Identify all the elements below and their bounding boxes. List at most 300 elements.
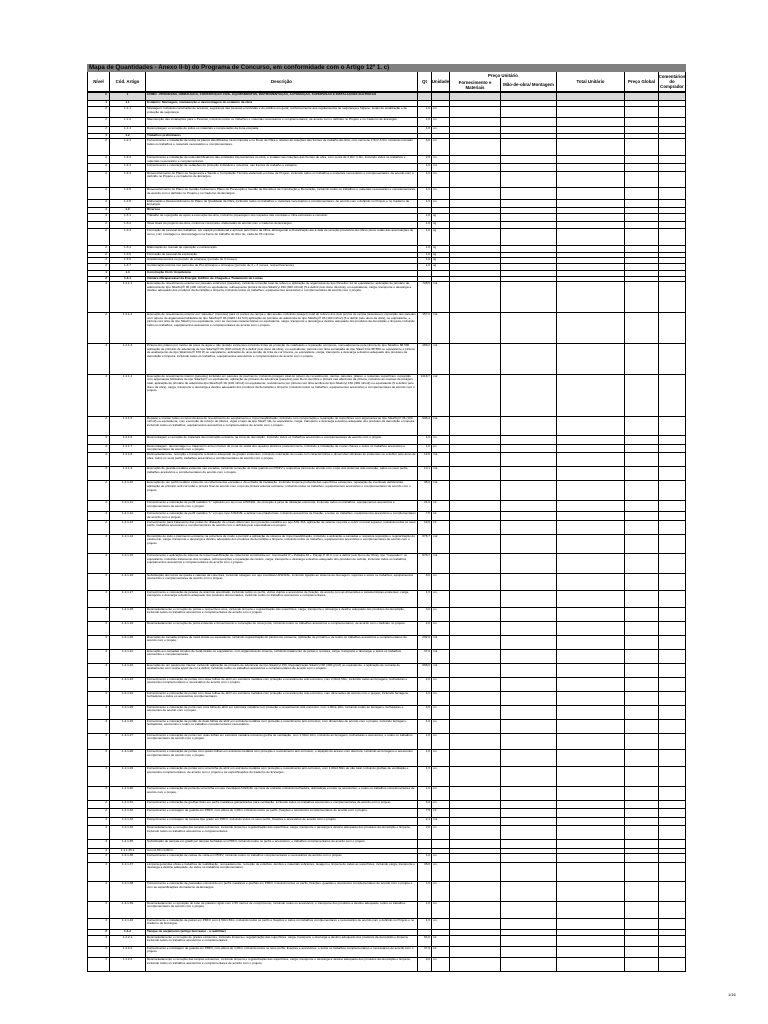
cell-unidade: m2 [431, 535, 449, 555]
cell-mao-de-obra [500, 554, 556, 574]
cell-fornecimento [449, 481, 500, 501]
cell-qt: 12,0 [417, 453, 431, 467]
cell-comentarios [658, 734, 686, 751]
cell-comentarios [658, 767, 686, 787]
cell-descricao: Diversos [145, 208, 417, 214]
cell-preco-global [624, 650, 658, 664]
cell-nivel: 3 [87, 947, 109, 958]
cell-total-unitario [556, 139, 624, 156]
cell-nivel: 2 [87, 188, 109, 199]
cell-unidade: m2 [431, 282, 449, 313]
cell-cod-artigo: 1.4.1.37 [109, 863, 145, 883]
cell-unidade: un [431, 706, 449, 720]
cell-descricao: Fornecimento e colocação de portas com uma folha de abrir em estrutura metálica com proteção e revestimento anti-corrosivo, com 1,00x2,50m de vão total, incluindo grelhas de ventilação e acessórios complementares, de acordo com o projeto e as especificações do Caderno de Encargos. [145, 767, 417, 787]
cell-cod-artigo: 1.3.2 [109, 222, 145, 229]
cell-unidade: un [431, 826, 449, 840]
cell-fornecimento [449, 902, 500, 919]
cell-preco-global [624, 375, 658, 417]
cell-mao-de-obra [500, 863, 556, 883]
cell-unidade: un [431, 127, 449, 134]
cell-cod-artigo: 1.4.1.14 [109, 535, 145, 555]
cell-total-unitario [556, 172, 624, 189]
cell-mao-de-obra [500, 678, 556, 692]
cell-qt: 1,0 [417, 118, 431, 126]
cell-qt: 1,0 [417, 591, 431, 608]
cell-qt: 1,0 [417, 222, 431, 229]
cell-qt: 292,0 [417, 636, 431, 650]
table-bottom-border [87, 971, 686, 972]
cell-descricao: Construção Civil / Arquitetura [145, 271, 417, 277]
cell-nivel: 2 [87, 164, 109, 171]
quantities-sheet [87, 64, 686, 971]
cell-descricao: Tanque de arejamento (antigo biorreator - a reabilitar) [145, 930, 417, 936]
cell-unidade: un [431, 591, 449, 608]
cell-preco-global [624, 313, 658, 344]
cell-comentarios [658, 375, 686, 417]
cell-total-unitario [556, 453, 624, 467]
cell-nivel: 3 [87, 313, 109, 344]
cell-nivel: 3 [87, 512, 109, 520]
header-descricao: Descrição [145, 72, 417, 92]
cell-preco-global [624, 481, 658, 501]
cell-total-unitario [556, 664, 624, 678]
header-preco-global: Preço Global [624, 72, 658, 92]
cell-descricao: Desmantelamento e remoção das tampas existentes, incluindo limpeza e regularização das superfícies, carga, transporte e descarga a destino adequado dos produtos da demolição e limpeza, incluindo todos os trabalhos acessórios e complementares. [145, 826, 417, 840]
cell-total-unitario [556, 535, 624, 555]
cell-comentarios [658, 535, 686, 555]
cell-total-unitario [556, 591, 624, 608]
cell-descricao: Condenação técnica nos períodos de Pré-Arranque e Arranque (período de 3 + 3 meses, respectivamente). [145, 264, 417, 271]
cell-cod-artigo: 1.4.1.6 [109, 436, 145, 444]
cell-descricao: Fornecimento e colocação de porta de uma folha em aço inoxidável AISI316L na zona de entrada, incluindo fechadura, dobradiças e todos os acessórios, e todos os trabalhos complementares de acordo com o projeto. [145, 787, 417, 801]
cell-fornecimento [449, 787, 500, 801]
cell-qt: 1,0 [417, 264, 431, 271]
cell-comentarios [658, 229, 686, 246]
cell-qt: 2,0 [417, 622, 431, 636]
cell-qt: 4,0 [417, 706, 431, 720]
cell-qt: 9,0 [417, 958, 431, 972]
table-row [87, 553, 686, 574]
cell-descricao: Assistência técnica no período de arranque (período de 3 meses). [145, 258, 417, 264]
cell-mao-de-obra [500, 521, 556, 535]
cell-cod-artigo: 1.4.2 [109, 930, 145, 936]
header-cod-artigo: Cód. Artigo [109, 72, 145, 92]
cell-fornecimento [449, 535, 500, 555]
cell-nivel: 1 [87, 271, 109, 277]
cell-fornecimento [449, 375, 500, 417]
cell-descricao: Telas finais do projecto da obra, conforme construído, elaboradas de acordo com o Caderno de Encargos. [145, 222, 417, 229]
cell-qt: 1,0 [417, 854, 431, 862]
cell-descricao: Elaboração e Desenvolvimento do Plano de Qualidade da Obra, incluindo todos os trabalhos e materiais necessários e complementares, de acordo com o definido no Projeto e no Caderno de Encargos. [145, 200, 417, 208]
table-row [87, 228, 686, 246]
cell-unidade: un [431, 692, 449, 706]
cell-comentarios [658, 826, 686, 840]
cell-descricao: Desmantelamento e remoção das tampas existentes, incluindo limpeza e regularização das superfícies, carga, transporte e descarga a destino adequado dos produtos da demolição e limpeza, incluindo todos os trabalhos acessórios e complementares de acordo com o projeto. [145, 958, 417, 972]
cell-qt: 37,0 [417, 947, 431, 958]
cell-nivel: 2 [87, 118, 109, 126]
table-row [87, 312, 686, 344]
cell-descricao: COMO - PROCESSO, HIDRÁULICA, CONSTRUÇÃO CIVIL, EQUIPAMENTOS, INSTRUMENTAÇÃO, AUTOMAÇÃO, SUPERVISÃO E INSTALAÇÕES ELÉTRICAS [145, 93, 417, 101]
cell-cod-artigo: 1.4.1.12 [109, 512, 145, 520]
cell-total-unitario [556, 863, 624, 883]
cell-total-unitario [556, 902, 624, 919]
table-row [87, 825, 686, 840]
cell-descricao: Formação de pessoal dos trabalhos, por equipa profissional e aprovar pelo Dono da Obra, abrangendo a Fiscalização até à data de receção provisória dos libros pleno todas das acentuações de curso, com montagem e desmontagem na frente de trabalho do libro de, cada de 15 minutos. [145, 229, 417, 246]
cell-unidade: vg [431, 214, 449, 222]
cell-fornecimento [449, 650, 500, 664]
cell-cod-artigo: 1.4.1.28 [109, 750, 145, 767]
cell-fornecimento [449, 521, 500, 535]
cell-descricao: Execução em camadas simples de Gold-Grade ou equivalente, com argamassa de cimento, incluindo tratamento de juntas e remates, carga, transporte e descarga, e todos os trabalhos acessórios e complementares. [145, 650, 417, 664]
cell-cod-artigo: 1.4.1 [109, 277, 145, 283]
cell-unidade: un [431, 854, 449, 862]
cell-cod-artigo: 1.3.4 [109, 246, 145, 253]
cell-preco-global [624, 453, 658, 467]
cell-nivel: 3 [87, 936, 109, 947]
cell-descricao: Estaleiro: Montagem, manutenção e desmontagem do estaleiro da obra [145, 101, 417, 107]
cell-descricao: Desenvolvimento do Plano de Gestão Ambiental e Plano de Prevenção e Gestão de Resíduos de Construção e Demolição, incluindo todos os trabalhos e materiais necessários e complementares, de acordo com o definido no Projeto e no Caderno de Encargos. [145, 188, 417, 199]
cell-nivel: 3 [87, 574, 109, 591]
cell-nivel: 3 [87, 481, 109, 501]
cell-qt: 1,0 [417, 258, 431, 264]
cell-total-unitario [556, 375, 624, 417]
cell-unidade: un [431, 172, 449, 189]
cell-qt: 1,0 [417, 172, 431, 189]
cell-nivel: 3 [87, 767, 109, 787]
cell-total-unitario [556, 467, 624, 481]
cell-cod-artigo: 1.4.1.2 [109, 313, 145, 344]
cell-qt: 2,0 [417, 826, 431, 840]
cell-cod-artigo: 1.4.1.35.1 [109, 849, 145, 855]
table-row [87, 691, 686, 706]
cell-fornecimento [449, 863, 500, 883]
cell-nivel: 3 [87, 826, 109, 840]
cell-comentarios [658, 750, 686, 767]
cell-total-unitario [556, 826, 624, 840]
cell-cod-artigo: 1.4.2.3 [109, 958, 145, 972]
cell-descricao: Fornecimento e instalação de todos os planos identificados na lei imposta e no Dono de Obra e relativo às coleções das frentes de trabalho da obra, com cerca de 1,5m² 3,0m, incluindo inclusão todos os trabalhos e materiais necessários e complementares. [145, 139, 417, 156]
cell-mao-de-obra [500, 375, 556, 417]
cell-total-unitario [556, 636, 624, 650]
table-row [87, 343, 686, 375]
cell-cod-artigo: 1.4.1.8 [109, 453, 145, 467]
cell-comentarios [658, 574, 686, 591]
cell-unidade: un [431, 436, 449, 444]
cell-cod-artigo: 1.4.2.1 [109, 936, 145, 947]
cell-mao-de-obra [500, 591, 556, 608]
cell-mao-de-obra [500, 453, 556, 467]
cell-descricao: Fornecimento e colocação de vedações de proteção individual e colectiva, nas frentes de trabalho e estaleiro. [145, 164, 417, 171]
cell-qt: 6,0 [417, 139, 431, 156]
table-row [87, 520, 686, 535]
cell-descricao: Fornecimento e colocação de portas com duas folhas de abrir em estrutura metálica com proteção e revestimento anti-corrosivo, com dimensões de acordo com o projeto, incluindo ferragens, fechaduras e todos os acessórios complementares. [145, 692, 417, 706]
cell-cod-artigo: 1.3.1 [109, 214, 145, 222]
cell-nivel: 3 [87, 706, 109, 720]
cell-total-unitario [556, 574, 624, 591]
cell-cod-artigo: 1.4.2.2 [109, 947, 145, 958]
cell-nivel: 3 [87, 375, 109, 417]
cell-qt: 2,0 [417, 156, 431, 164]
cell-fornecimento [449, 229, 500, 246]
cell-comentarios [658, 882, 686, 902]
page-number: 1/16 [728, 992, 736, 997]
cell-nivel: 3 [87, 282, 109, 313]
cell-nivel: 3 [87, 801, 109, 809]
cell-nivel: 3 [87, 591, 109, 608]
cell-unidade: un [431, 882, 449, 902]
cell-descricao: Desenvolvimento do Plano de Segurança e Saúde e Compilação Técnica elaborado em fase de Projeto, incluindo todos os trabalhos e materiais necessários e complementares, de acordo com o definido no Projeto e no Caderno de Encargos. [145, 172, 417, 189]
cell-comentarios [658, 678, 686, 692]
cell-cod-artigo: 1.4.1.30 [109, 787, 145, 801]
cell-qt: 1,0 [417, 902, 431, 919]
cell-comentarios [658, 958, 686, 972]
cell-mao-de-obra [500, 720, 556, 734]
cell-cod-artigo: 1.2.5 [109, 188, 145, 199]
cell-unidade: m2 [431, 344, 449, 375]
cell-unidade: un [431, 139, 449, 156]
cell-comentarios [658, 650, 686, 664]
cell-qt: 1,0 [417, 767, 431, 787]
cell-descricao: Substituição de tampas em gradil por tampas fechadas em PRFV, incluindo todos os perfis e acessórios, e trabalhos complementares de acordo com o projeto. [145, 840, 417, 848]
cell-fornecimento [449, 574, 500, 591]
cell-nivel: 2 [87, 277, 109, 283]
cell-unidade: m2 [431, 417, 449, 437]
cell-unidade: vg [431, 246, 449, 253]
cell-total-unitario [556, 787, 624, 801]
cell-unidade: m2 [431, 554, 449, 574]
cell-cod-artigo: 1.4.1.33 [109, 818, 145, 826]
cell-descricao: Formação de pessoal da exploração. [145, 253, 417, 259]
cell-mao-de-obra [500, 650, 556, 664]
cell-preco-global [624, 608, 658, 622]
cell-nivel: 3 [87, 664, 109, 678]
cell-qt: 289,2 [417, 344, 431, 375]
cell-qt: 678,7 [417, 535, 431, 555]
cell-cod-artigo: 1.4.1.39 [109, 902, 145, 919]
header-qt: Qt [417, 72, 431, 92]
cell-qt: 1,0 [417, 229, 431, 246]
cell-qt: 6,0 [417, 801, 431, 809]
table-row [87, 749, 686, 767]
cell-total-unitario [556, 344, 624, 375]
title-bar [87, 64, 686, 72]
table-row [87, 416, 686, 437]
cell-fornecimento [449, 591, 500, 608]
cell-descricao: Trabalhos preliminares [145, 134, 417, 140]
cell-comentarios [658, 467, 686, 481]
cell-unidade: ml [431, 512, 449, 520]
cell-total-unitario [556, 282, 624, 313]
cell-cod-artigo: 1.4.1.19 [109, 622, 145, 636]
cell-fornecimento [449, 750, 500, 767]
table-row [87, 901, 686, 919]
cell-comentarios [658, 417, 686, 437]
cell-nivel: 3 [87, 501, 109, 512]
cell-preco-global [624, 787, 658, 801]
cell-total-unitario [556, 734, 624, 751]
cell-qt: 1,0 [417, 750, 431, 767]
cell-descricao: Fornecimento e montagem de tampas tipo grade em PRFV, incluindo todos os seus perfis, fixações e acessórios de acordo com o projeto. [145, 818, 417, 826]
cell-cod-artigo: 1.4.1.24 [109, 692, 145, 706]
cell-mao-de-obra [500, 467, 556, 481]
cell-total-unitario [556, 882, 624, 902]
cell-qt: 157,2 [417, 313, 431, 344]
cell-descricao: Desmantelamento e remoção de grades existentes, incluindo limpeza e regularização das superfícies, carga, transporte e descarga a destino adequado dos produtos da demolição e limpeza, incluindo todos os trabalhos acessórios e complementares. [145, 936, 417, 947]
cell-descricao: Fornecimento e colocação de porta com duas folhas em estrutura metálica incluindo grelha de ventilação, com 1,50x2,10m, incluindo as ferragens, fechaduras e acessórios, e todos os trabalhos complementares de acordo com o projeto. [145, 734, 417, 751]
cell-qt: 698,4 [417, 417, 431, 437]
cell-qt: 7,5 [417, 809, 431, 817]
cell-fornecimento [449, 282, 500, 313]
cell-qt: 1,0 [417, 200, 431, 208]
cell-descricao: Desmantelamento, remoção e transporte a destino adequado de grades existentes, incluindo colocação de novas com características e dimensões idênticas às existentes ou a definir pelo dono de obra, todos os seus perfis, trabalhos acessórios e complementares de acordo com o projeto. [145, 453, 417, 467]
cell-nivel: 3 [87, 650, 109, 664]
cell-unidade: ml [431, 521, 449, 535]
cell-cod-artigo: 1.4.1.9 [109, 467, 145, 481]
cell-unidade: m2 [431, 818, 449, 826]
cell-descricao: Montagem: incluindo construção de acessos, segurança das pessoas envolvidas e do público em geral, conformemente aos regulamentos de segurança e higiene, sinais de sinalização e de proteção de segurança. [145, 107, 417, 118]
cell-descricao: Demolição de todo o pavimento existente na cobertura de modo a permitir a aplicação de sistema de impermeabilização, incluindo a aplicação a camadas e respetiva reposição e regularização do pavimento, carga, transporte e descarga a destino adequado dos produtos da demolição e limpeza, incluindo todos os trabalhos, equipamentos acessórios e complementares de acordo com o projeto. [145, 535, 417, 555]
cell-mao-de-obra [500, 826, 556, 840]
cell-fornecimento [449, 139, 500, 156]
cell-cod-artigo: 1.4.1.11 [109, 501, 145, 512]
cell-fornecimento [449, 734, 500, 751]
cell-cod-artigo: 1.4.1.31 [109, 801, 145, 809]
cell-fornecimento [449, 664, 500, 678]
cell-nivel: 3 [87, 919, 109, 930]
cell-descricao: Substituição dos tubos de queda e caleiras da cobertura, incluindo tubagem em aço inoxidável AISI316L, incluindo ligação ao sistema de drenagem, suportes e todos os trabalhos, equipamentos acessórios e complementares de acordo com o projeto. [145, 574, 417, 591]
cell-cod-artigo: 1.2.2 [109, 156, 145, 164]
cell-comentarios [658, 453, 686, 467]
table-row [87, 466, 686, 481]
cell-unidade: un [431, 445, 449, 453]
cell-comentarios [658, 636, 686, 650]
cell-cod-artigo: 1.4.1.23 [109, 678, 145, 692]
cell-qt: 10,1 [417, 467, 431, 481]
cell-descricao: Execução de revestimento exterior em paredes exteriores (paredes), incluindo remoção total do reboco e aplicação de argamassa de tipo Reveltec 14 ou equivalente; aplicação de primário de aderência de tipo SikaTop® 06 (100 ml/m2) ou equivalente, subsequente pintura de tipo SikaCryl 150 (300 ml/m2) (5 a definir pelo dono da obra), ou equivalente, carga, transporte e descarga a destino adequado dos produtos da demolição e limpeza, incluindo todos os trabalhos, equipamentos acessórios e complementares de acordo com o projeto. [145, 282, 417, 313]
cell-unidade: un [431, 801, 449, 809]
cell-comentarios [658, 554, 686, 574]
cell-preco-global [624, 172, 658, 189]
cell-descricao: Fornecimento e colocação de passadiço construído em perfis metálicos e grelhas em PRFV, incluindo todos os perfis, fixações, guardas e acessórios complementares de acordo com o projeto e com as especificações do Caderno de Encargos. [145, 882, 417, 902]
cell-descricao: Fornecimento e aplicação de sistema de impermeabilização de coberturas constituída por: Imprimador P + Polialpa 40 + Polyap P 40 C (cor a definir pelo Dono da Obra), tipo "Imperalum" ou equivalente, incluindo tratamento dos remates, sobreposições e reparação de cantos, carga, transporte e descarga a destino adequado dos produtos de sobras, incluindo todos os trabalhos, equipamentos acessórios e complementares de acordo com o projeto. [145, 554, 417, 574]
cell-cod-artigo: 1.4.1.10 [109, 481, 145, 501]
cell-nivel: 1 [87, 101, 109, 107]
cell-descricao: Câmara Obrapassável da Energia; Edifício de Chegada e Tratamento de Lamas [145, 277, 417, 283]
cell-qt: 7,5 [417, 512, 431, 520]
cell-mao-de-obra [500, 172, 556, 189]
cell-qt: 1,0 [417, 164, 431, 171]
table-row [87, 534, 686, 555]
cell-qt: 1,0 [417, 246, 431, 253]
table-row [87, 138, 686, 156]
cell-total-unitario [556, 521, 624, 535]
cell-preco-global [624, 229, 658, 246]
table-row [87, 786, 686, 801]
cell-cod-artigo: 1 [109, 93, 145, 101]
table-row [87, 766, 686, 787]
cell-mao-de-obra [500, 535, 556, 555]
cell-unidade: ml [431, 501, 449, 512]
cell-nivel: 1 [87, 208, 109, 214]
cell-total-unitario [556, 720, 624, 734]
cell-total-unitario [556, 678, 624, 692]
cell-nivel: 3 [87, 417, 109, 437]
cell-cod-artigo: 1.4.1.26 [109, 720, 145, 734]
cell-fornecimento [449, 826, 500, 840]
table-row [87, 590, 686, 608]
cell-nivel: 3 [87, 453, 109, 467]
cell-unidade: un [431, 720, 449, 734]
cell-nivel: 3 [87, 840, 109, 848]
cell-total-unitario [556, 608, 624, 622]
table-row [87, 635, 686, 650]
cell-unidade: un [431, 200, 449, 208]
table-row [87, 705, 686, 720]
cell-preco-global [624, 692, 658, 706]
cell-mao-de-obra [500, 750, 556, 767]
cell-unidade: m2 [431, 375, 449, 417]
cell-descricao: Fornecimento e colocação de portas com quatro folhas em estrutura metálica com proteção e revestimento anti-corrosivo, e alçapão de acesso com abertura, incluindo as ferragens e acessórios complementares de acordo com o projeto. [145, 750, 417, 767]
cell-mao-de-obra [500, 636, 556, 650]
cell-nivel: 3 [87, 622, 109, 636]
cell-nivel: 3 [87, 958, 109, 972]
cell-fornecimento [449, 692, 500, 706]
cell-comentarios [658, 787, 686, 801]
cell-mao-de-obra [500, 282, 556, 313]
cell-unidade: ml [431, 936, 449, 947]
cell-comentarios [658, 863, 686, 883]
cell-descricao: Reparar e manter todos os tetos da área de revestimento do equipamento e impermeabilização; incluindo com recuperação e reparação de superfícies com argamassa de tipo SikaTop® 06 (100 ml/m2) ou equivalente, com execução de reforço de pilares, vigas e lajes de tipo Sika® 111 ou equivalente, carga, transporte e descarga a destino adequado dos produtos da demolição e limpeza, incluindo todos os trabalhos, equipamentos acessórios e complementares de acordo com o projeto. [145, 417, 417, 437]
cell-total-unitario [556, 958, 624, 972]
table-row [87, 573, 686, 591]
cell-descricao: Execução de camada simples de Gold-Grade ou equivalente, incluindo regularização do pavimento existente, aplicação de primário e de todos os trabalhos acessórios e complementares de acordo com o projeto. [145, 636, 417, 650]
cell-descricao: Desmantelamento e remoção de porta existente e fornecimento e colocação de nova porta, incluindo todos os trabalhos acessórios e complementares, de acordo com o definido no projeto. [145, 622, 417, 636]
cell-unidade: m2 [431, 313, 449, 344]
cell-nivel: 3 [87, 521, 109, 535]
cell-cod-artigo: 1.2.4 [109, 172, 145, 189]
cell-descricao: Limpeza geral das obras e trabalhos de reabilitação, nomeadamente: remoção de entulhos, detritos e materiais sobrantes, lavagem e limpeza de todas as superfícies, incluindo carga, transporte e descarga a destino adequado, de todos os trabalhos complementares. [145, 863, 417, 883]
cell-cod-artigo: 1.4.1.13 [109, 521, 145, 535]
cell-fornecimento [449, 608, 500, 622]
cell-preco-global [624, 734, 658, 751]
table-row [87, 281, 686, 313]
cell-unidade: m2 [431, 636, 449, 650]
cell-mao-de-obra [500, 734, 556, 751]
cell-comentarios [658, 313, 686, 344]
cell-total-unitario [556, 767, 624, 787]
cell-qt: 64,0 [417, 936, 431, 947]
cell-unidade: un [431, 622, 449, 636]
cell-nivel: 2 [87, 156, 109, 164]
cell-nivel: 3 [87, 882, 109, 902]
cell-preco-global [624, 958, 658, 972]
cell-qt: 2,0 [417, 678, 431, 692]
cell-qt: 1,0 [417, 787, 431, 801]
cell-cod-artigo: 1.4.1.35 [109, 840, 145, 848]
cell-qt: 1,0 [417, 436, 431, 444]
cell-qt: 1,0 [417, 919, 431, 930]
cell-cod-artigo: 1.4.1.36 [109, 854, 145, 862]
cell-nivel: 3 [87, 678, 109, 692]
cell-preco-global [624, 591, 658, 608]
cell-unidade: ml [431, 947, 449, 958]
cell-mao-de-obra [500, 958, 556, 972]
cell-nivel: 3 [87, 720, 109, 734]
cell-unidade: m.l [431, 164, 449, 171]
cell-mao-de-obra [500, 139, 556, 156]
cell-nivel: 3 [87, 863, 109, 883]
cell-fornecimento [449, 882, 500, 902]
